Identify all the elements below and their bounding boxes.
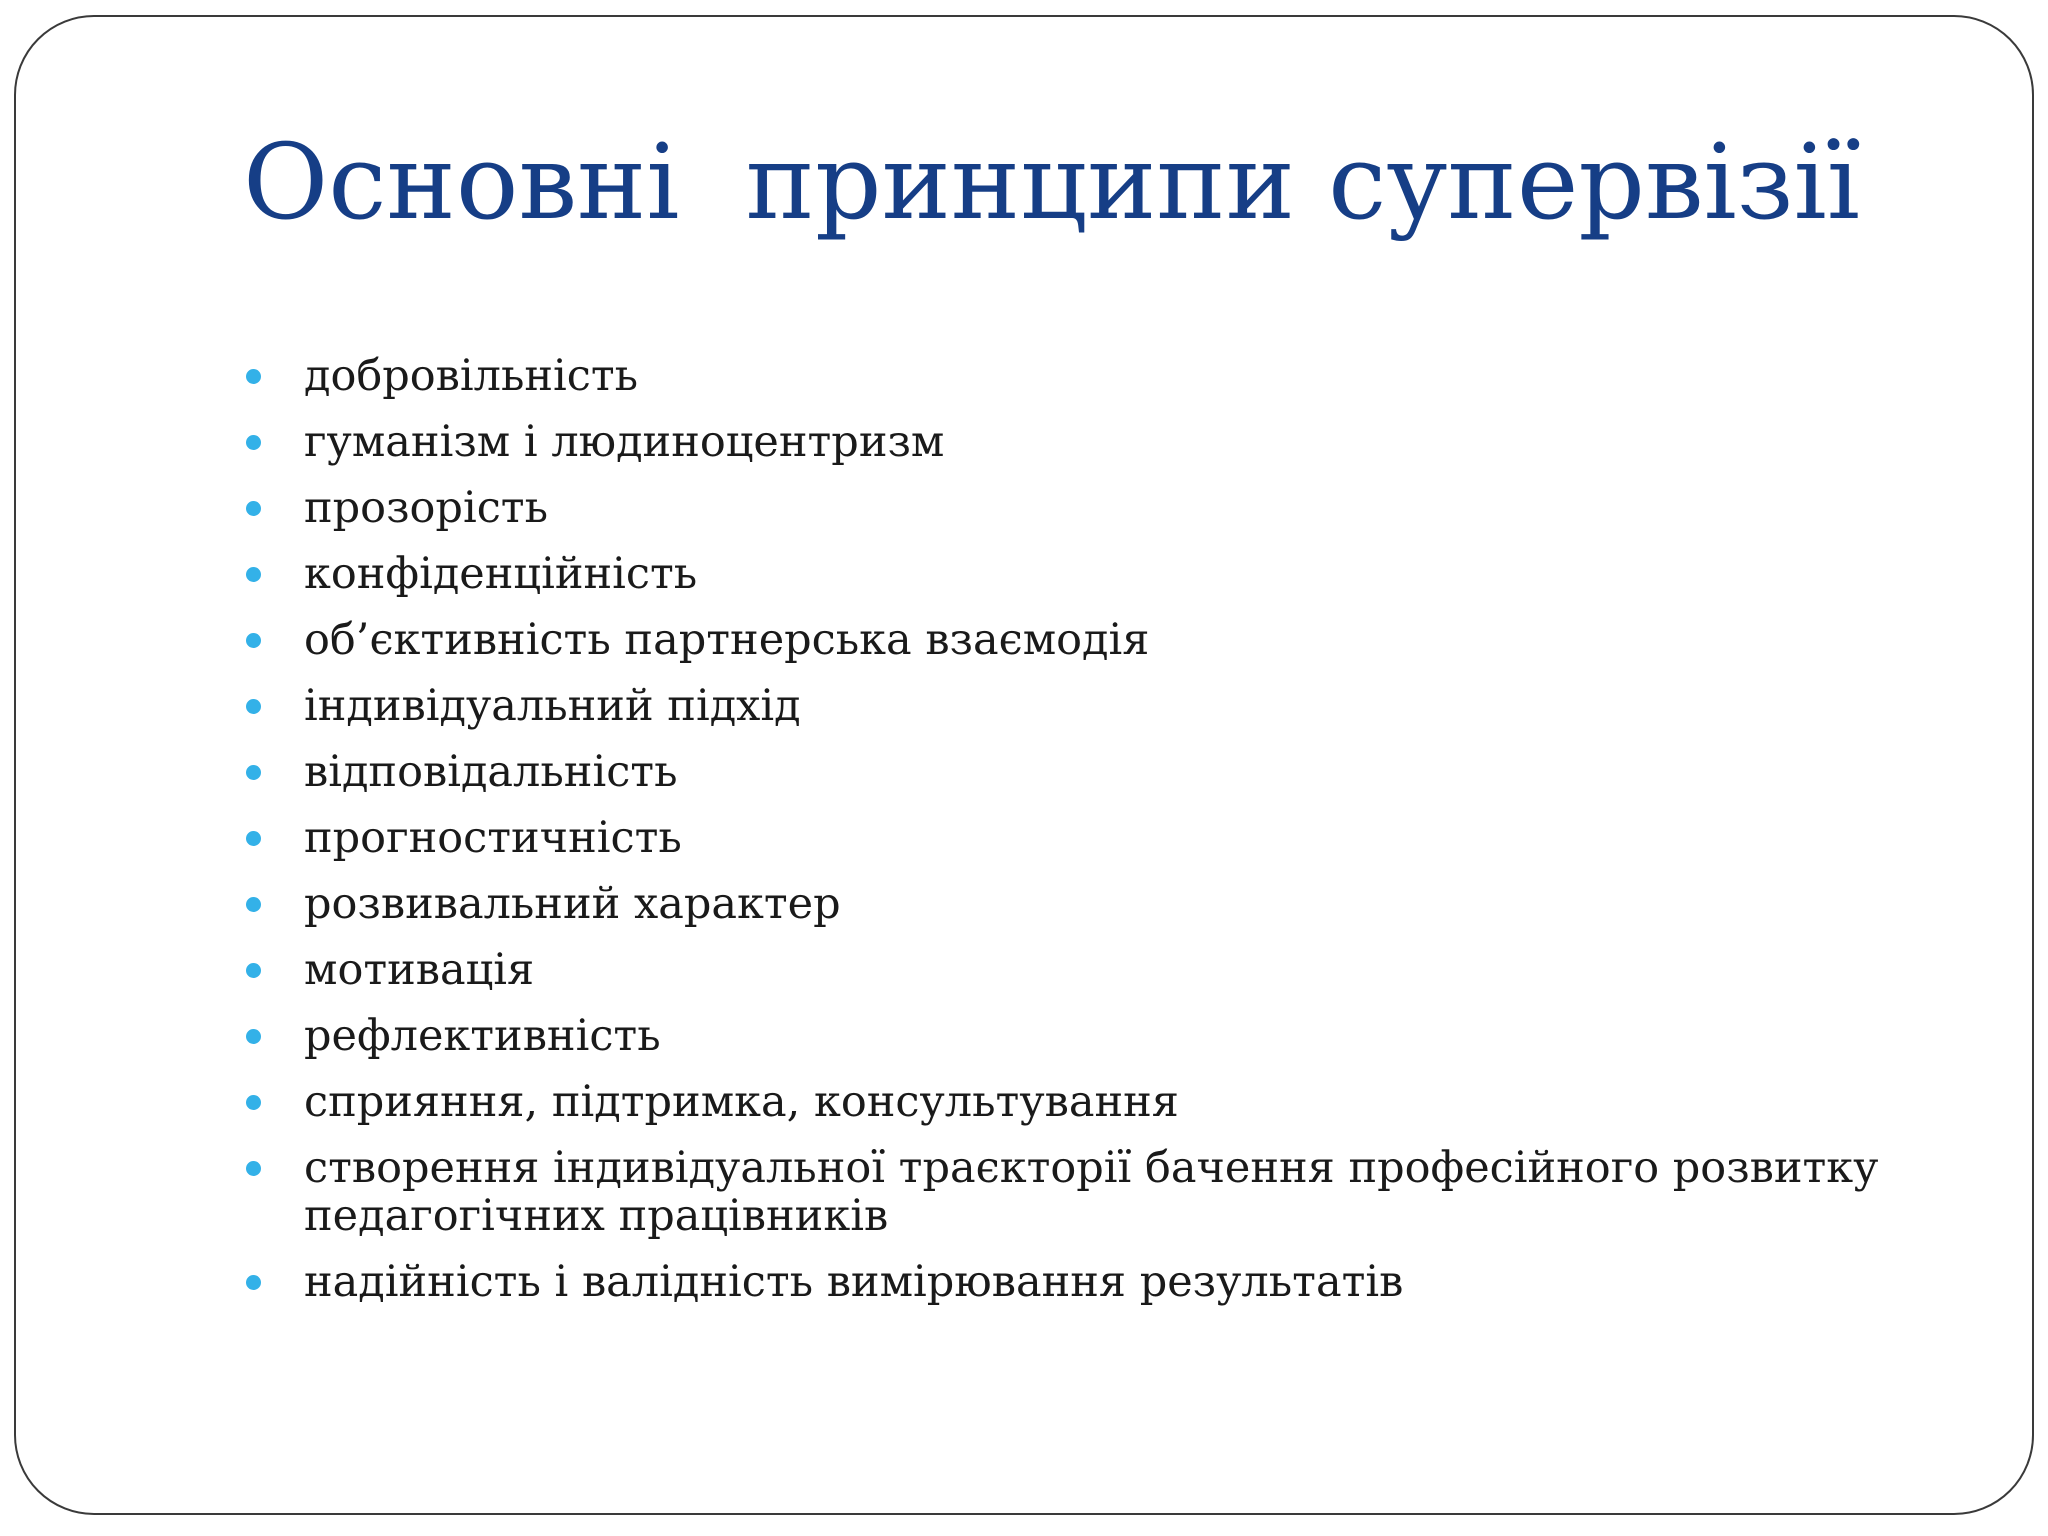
list-item-text: індивідуальний підхід [304,681,801,731]
list-item-text: прогностичність [304,813,682,863]
list-item-text: прозорість [304,483,548,533]
list-item [236,1069,1956,1135]
principles-list [236,343,1956,1315]
bullet-dot-icon [246,963,261,978]
list-item-text: об’єктивність партнерська взаємодія [304,615,1150,665]
list-item [236,871,1956,937]
bullet-dot-icon [246,369,261,384]
list-item-text: рефлективність [304,1011,661,1061]
bullet-dot-icon [246,567,261,582]
list-item [236,409,1956,475]
bullet-dot-icon [246,501,261,516]
bullet-dot-icon [246,699,261,714]
list-item [236,673,1956,739]
list-item [236,1003,1956,1069]
list-item [236,739,1956,805]
list-item [236,475,1956,541]
list-item-text: сприяння, підтримка, консультування [304,1077,1179,1127]
list-item-text: конфіденційність [304,549,698,599]
list-item [236,805,1956,871]
bullet-dot-icon [246,765,261,780]
list-item-text: надійність і валідність вимірювання результатів [304,1257,1404,1307]
list-item [236,1135,1956,1249]
list-item [236,1249,1956,1315]
bullet-dot-icon [246,435,261,450]
bullet-dot-icon [246,1275,261,1290]
bullet-dot-icon [246,633,261,648]
bullet-dot-icon [246,1095,261,1110]
list-item-text: гуманізм і людиноцентризм [304,417,945,467]
list-item-text: відповідальність [304,747,678,797]
list-item-text: мотивація [304,945,535,995]
list-item [236,937,1956,1003]
bullet-dot-icon [246,897,261,912]
slide-title: Основні принципи супервізії [243,121,1861,243]
bullet-dot-icon [246,1161,261,1176]
list-item [236,607,1956,673]
list-item [236,541,1956,607]
list-item [236,343,1956,409]
list-item-text: створення індивідуальної траєкторії бачення професійного розвитку педагогічних працівників [304,1143,1879,1241]
slide [14,15,2034,1515]
list-item-text: розвивальний характер [304,879,841,929]
list-item-text: добровільність [304,351,639,401]
bullet-dot-icon [246,1029,261,1044]
bullet-dot-icon [246,831,261,846]
